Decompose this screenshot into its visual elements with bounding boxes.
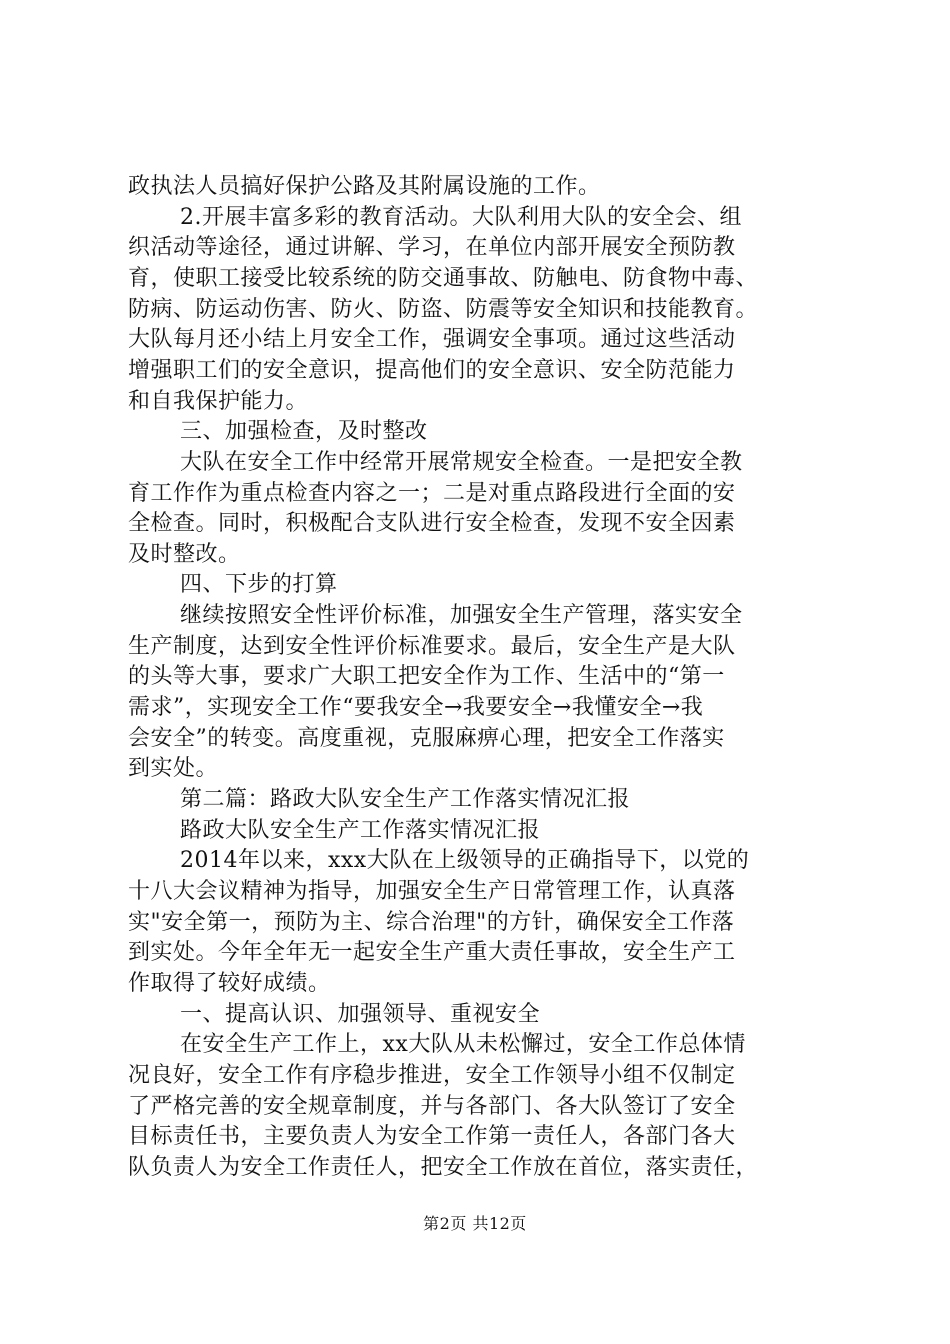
text-line: 第二篇：路政大队安全生产工作落实情况汇报 <box>180 787 631 812</box>
text-line: 况良好，安全工作有序稳步推进，安全工作领导小组不仅制定 <box>128 1062 736 1088</box>
page-number-footer: 第2页 共12页 <box>423 1214 527 1233</box>
text-line: 了严格完善的安全规章制度，并与各部门、各大队签订了安全 <box>128 1093 736 1119</box>
text-line: 防病、防运动伤害、防火、防盗、防震等安全知识和技能教育。 <box>128 296 759 322</box>
text-line: 目标责任书，主要负责人为安全工作第一责任人，各部门各大 <box>128 1124 736 1150</box>
text-line: 实"安全第一，预防为主、综合治理"的方针，确保安全工作落 <box>128 909 735 935</box>
text-line: 到实处。今年全年无一起安全生产重大责任事故，安全生产工 <box>128 940 736 966</box>
text-line: 需求”，实现安全工作“要我安全→我要安全→我懂安全→我 <box>128 695 704 721</box>
text-line: 大队在安全工作中经常开展常规安全检查。一是把安全教 <box>180 449 743 475</box>
text-line: 增强职工们的安全意识，提高他们的安全意识、安全防范能力 <box>128 357 736 383</box>
text-line: 2.开展丰富多彩的教育活动。大队利用大队的安全会、组 <box>180 204 742 230</box>
text-line: 育，使职工接受比较系统的防交通事故、防触电、防食物中毒、 <box>128 265 759 291</box>
text-line: 继续按照安全性评价标准，加强安全生产管理，落实安全 <box>180 603 743 629</box>
text-line: 会安全”的转变。高度重视，克服麻痹心理，把安全工作落实 <box>128 725 725 751</box>
text-line: 织活动等途径，通过讲解、学习，在单位内部开展安全预防教 <box>128 235 736 261</box>
text-line: 四、下步的打算 <box>180 572 338 598</box>
text-line: 路政大队安全生产工作落实情况汇报 <box>180 817 541 843</box>
text-line: 生产制度，达到安全性评价标准要求。最后，安全生产是大队 <box>128 633 736 659</box>
text-line: 政执法人员搞好保护公路及其附属设施的工作。 <box>128 174 601 199</box>
text-line: 到实处。 <box>128 756 219 782</box>
text-line: 和自我保护能力。 <box>128 388 309 414</box>
text-line: 队负责人为安全工作责任人，把安全工作放在首位，落实责任， <box>128 1154 759 1180</box>
text-line: 十八大会议精神为指导，加强安全生产日常管理工作，认真落 <box>128 878 736 904</box>
text-line: 作取得了较好成绩。 <box>128 970 331 996</box>
text-line: 的头等大事，要求广大职工把安全作为工作、生活中的“第一 <box>128 664 725 690</box>
text-line: 大队每月还小结上月安全工作，强调安全事项。通过这些活动 <box>128 327 736 353</box>
text-line: 及时整改。 <box>128 541 241 567</box>
text-line: 育工作作为重点检查内容之一；二是对重点路段进行全面的安 <box>128 480 736 506</box>
text-line: 在安全生产工作上，xx大队从未松懈过，安全工作总体情 <box>180 1032 746 1058</box>
text-line: 全检查。同时，积极配合支队进行安全检查，发现不安全因素 <box>128 511 736 537</box>
text-line: 一、提高认识、加强领导、重视安全 <box>180 1001 541 1027</box>
text-line: 三、加强检查，及时整改 <box>180 419 428 445</box>
text-line: 2014年以来，xxx大队在上级领导的正确指导下，以党的 <box>180 848 750 874</box>
